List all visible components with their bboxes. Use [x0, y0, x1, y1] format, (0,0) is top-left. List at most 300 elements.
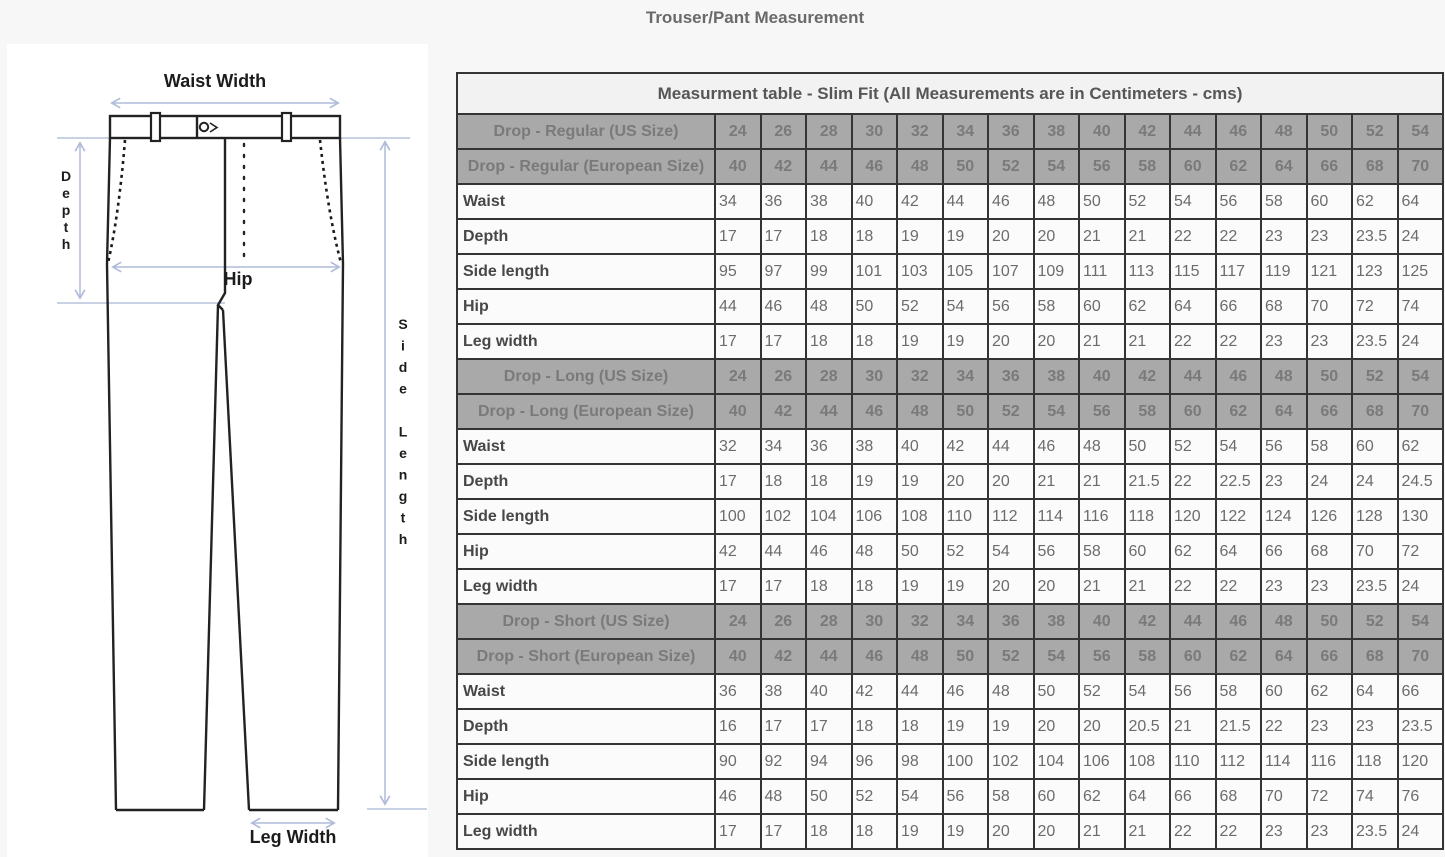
measurement-value-cell: 17	[761, 569, 807, 604]
measurement-value-cell: 56	[1034, 534, 1080, 569]
measurement-value-cell: 60	[1261, 674, 1307, 709]
size-cell: 26	[761, 359, 807, 394]
size-cell: 66	[1307, 639, 1353, 674]
measurement-value-cell: 23	[1352, 709, 1398, 744]
measurement-value-cell: 68	[1261, 289, 1307, 324]
measurement-value-cell: 36	[715, 674, 761, 709]
measurement-value-cell: 99	[806, 254, 852, 289]
size-cell: 58	[1125, 149, 1171, 184]
measurement-value-cell: 21	[1034, 464, 1080, 499]
measurement-value-cell: 20	[988, 814, 1034, 849]
size-cell: 36	[988, 114, 1034, 149]
measurement-value-cell: 21	[1079, 219, 1125, 254]
measurement-value-cell: 24	[1307, 464, 1353, 499]
size-cell: 44	[806, 394, 852, 429]
measurement-value-cell: 66	[1170, 779, 1216, 814]
size-cell: 70	[1398, 149, 1444, 184]
size-cell: 46	[852, 394, 898, 429]
measurement-row	[457, 324, 1443, 359]
measurement-value-cell: 50	[806, 779, 852, 814]
measurement-value-cell: 24	[1352, 464, 1398, 499]
size-cell: 24	[715, 604, 761, 639]
measurement-value-cell: 17	[761, 219, 807, 254]
measurement-value-cell: 23	[1261, 569, 1307, 604]
measurement-value-cell: 32	[715, 429, 761, 464]
measurement-value-cell: 54	[897, 779, 943, 814]
measurement-value-cell: 17	[761, 814, 807, 849]
measurement-value-cell: 20	[988, 219, 1034, 254]
measurement-value-cell: 24	[1398, 324, 1444, 359]
measurement-value-cell: 21.5	[1125, 464, 1171, 499]
size-cell: 34	[943, 359, 989, 394]
size-cell: 42	[1125, 359, 1171, 394]
size-cell: 56	[1079, 149, 1125, 184]
measurement-value-cell: 125	[1398, 254, 1444, 289]
measurement-value-cell: 19	[943, 219, 989, 254]
measurement-value-cell: 21	[1079, 569, 1125, 604]
measurement-value-cell: 23	[1307, 814, 1353, 849]
measurement-value-cell: 52	[897, 289, 943, 324]
measurement-value-cell: 119	[1261, 254, 1307, 289]
size-cell: 40	[1079, 359, 1125, 394]
measurement-value-cell: 58	[1079, 534, 1125, 569]
measurement-value-cell: 54	[1170, 184, 1216, 219]
measurement-row	[457, 464, 1443, 499]
size-cell: 52	[1352, 359, 1398, 394]
size-cell: 52	[988, 394, 1034, 429]
measurement-value-cell: 40	[806, 674, 852, 709]
measurement-value-cell: 52	[852, 779, 898, 814]
measurement-value-cell: 110	[943, 499, 989, 534]
measurement-value-cell: 22	[1170, 569, 1216, 604]
size-cell: 42	[1125, 604, 1171, 639]
measurement-value-cell: 23	[1307, 324, 1353, 359]
measurement-value-cell: 58	[1034, 289, 1080, 324]
size-cell: 54	[1034, 394, 1080, 429]
size-header-label: Drop - Regular (US Size)	[457, 114, 715, 149]
measurement-value-cell: 62	[1398, 429, 1444, 464]
measurement-value-cell: 48	[1079, 429, 1125, 464]
measurement-value-cell: 23.5	[1352, 324, 1398, 359]
measurement-value-cell: 124	[1261, 499, 1307, 534]
measurement-value-cell: 70	[1307, 289, 1353, 324]
measurement-value-cell: 110	[1170, 744, 1216, 779]
measurement-row	[457, 429, 1443, 464]
size-cell: 28	[806, 114, 852, 149]
trouser-outline	[107, 116, 343, 810]
size-cell: 64	[1261, 149, 1307, 184]
measurement-value-cell: 20	[1034, 814, 1080, 849]
measurement-label: Hip	[457, 779, 715, 814]
measurement-value-cell: 44	[715, 289, 761, 324]
diagram-label-leg-width: Leg Width	[249, 827, 337, 847]
measurement-value-cell: 103	[897, 254, 943, 289]
measurement-label: Depth	[457, 219, 715, 254]
measurement-value-cell: 18	[806, 324, 852, 359]
diagram-label-depth: Depth	[58, 168, 74, 253]
size-cell: 62	[1216, 149, 1262, 184]
measurement-label: Side length	[457, 499, 715, 534]
measurement-value-cell: 19	[897, 219, 943, 254]
measurement-value-cell: 114	[1034, 499, 1080, 534]
measurement-value-cell: 117	[1216, 254, 1262, 289]
size-cell: 42	[1125, 114, 1171, 149]
size-cell: 28	[806, 359, 852, 394]
size-cell: 30	[852, 604, 898, 639]
size-cell: 32	[897, 114, 943, 149]
measurement-value-cell: 19	[943, 569, 989, 604]
size-cell: 44	[1170, 604, 1216, 639]
measurement-value-cell: 101	[852, 254, 898, 289]
size-cell: 64	[1261, 639, 1307, 674]
measurement-value-cell: 20	[1034, 569, 1080, 604]
size-cell: 52	[988, 639, 1034, 674]
measurement-value-cell: 90	[715, 744, 761, 779]
size-cell: 50	[943, 639, 989, 674]
size-header-row-us	[457, 359, 1443, 394]
measurement-value-cell: 112	[1216, 744, 1262, 779]
measurement-value-cell: 50	[897, 534, 943, 569]
measurement-value-cell: 22	[1216, 324, 1262, 359]
size-cell: 52	[1352, 114, 1398, 149]
measurement-row	[457, 254, 1443, 289]
measurement-value-cell: 130	[1398, 499, 1444, 534]
measurement-value-cell: 22	[1216, 219, 1262, 254]
measurement-value-cell: 60	[1034, 779, 1080, 814]
measurement-value-cell: 66	[1216, 289, 1262, 324]
measurement-value-cell: 58	[1261, 184, 1307, 219]
size-cell: 26	[761, 114, 807, 149]
measurement-value-cell: 120	[1170, 499, 1216, 534]
size-cell: 46	[1216, 604, 1262, 639]
size-cell: 62	[1216, 394, 1262, 429]
size-cell: 60	[1170, 149, 1216, 184]
measurement-row	[457, 744, 1443, 779]
measurement-value-cell: 23.5	[1352, 219, 1398, 254]
measurement-row	[457, 499, 1443, 534]
measurement-value-cell: 44	[761, 534, 807, 569]
size-cell: 54	[1398, 604, 1444, 639]
measurement-value-cell: 21	[1125, 219, 1171, 254]
size-header-row-us	[457, 114, 1443, 149]
measurement-value-cell: 18	[806, 814, 852, 849]
measurement-value-cell: 54	[1125, 674, 1171, 709]
size-cell: 48	[897, 639, 943, 674]
waist-button	[200, 123, 217, 132]
measurement-value-cell: 22	[1170, 324, 1216, 359]
measurement-value-cell: 60	[1079, 289, 1125, 324]
measurement-value-cell: 18	[806, 219, 852, 254]
measurement-label: Hip	[457, 289, 715, 324]
measurement-value-cell: 20	[988, 569, 1034, 604]
measurement-row	[457, 184, 1443, 219]
measurement-value-cell: 121	[1307, 254, 1353, 289]
size-cell: 42	[761, 394, 807, 429]
size-cell: 58	[1125, 394, 1171, 429]
measurement-value-cell: 46	[715, 779, 761, 814]
measurement-value-cell: 20	[988, 464, 1034, 499]
measurement-value-cell: 56	[1170, 674, 1216, 709]
measurement-value-cell: 17	[715, 569, 761, 604]
measurement-value-cell: 96	[852, 744, 898, 779]
size-cell: 34	[943, 604, 989, 639]
size-cell: 68	[1352, 639, 1398, 674]
diagram-label-hip: Hip	[223, 269, 253, 289]
measurement-value-cell: 105	[943, 254, 989, 289]
size-header-row-us	[457, 604, 1443, 639]
measurement-value-cell: 20	[1079, 709, 1125, 744]
measurement-value-cell: 50	[1079, 184, 1125, 219]
measurement-value-cell: 94	[806, 744, 852, 779]
measurement-label: Depth	[457, 464, 715, 499]
measurement-value-cell: 116	[1079, 499, 1125, 534]
measurement-value-cell: 107	[988, 254, 1034, 289]
measurement-value-cell: 62	[1079, 779, 1125, 814]
size-cell: 24	[715, 114, 761, 149]
measurement-value-cell: 19	[943, 814, 989, 849]
measurement-value-cell: 111	[1079, 254, 1125, 289]
measurement-value-cell: 20	[1034, 324, 1080, 359]
measurement-value-cell: 70	[1352, 534, 1398, 569]
measurement-value-cell: 23	[1307, 219, 1353, 254]
size-cell: 60	[1170, 394, 1216, 429]
size-cell: 56	[1079, 639, 1125, 674]
measurement-label: Side length	[457, 744, 715, 779]
size-cell: 40	[715, 394, 761, 429]
size-cell: 64	[1261, 394, 1307, 429]
measurement-value-cell: 50	[1125, 429, 1171, 464]
measurement-value-cell: 118	[1352, 744, 1398, 779]
measurement-row	[457, 814, 1443, 849]
measurement-row	[457, 219, 1443, 254]
measurement-label: Waist	[457, 429, 715, 464]
measurement-value-cell: 42	[852, 674, 898, 709]
measurement-value-cell: 62	[1170, 534, 1216, 569]
measurement-value-cell: 23	[1261, 219, 1307, 254]
measurement-value-cell: 58	[1307, 429, 1353, 464]
measurement-value-cell: 104	[1034, 744, 1080, 779]
size-cell: 38	[1034, 359, 1080, 394]
measurement-value-cell: 64	[1352, 674, 1398, 709]
measurement-value-cell: 44	[897, 674, 943, 709]
measurement-value-cell: 20.5	[1125, 709, 1171, 744]
measurement-value-cell: 22	[1216, 814, 1262, 849]
measurement-value-cell: 17	[715, 324, 761, 359]
size-cell: 38	[1034, 604, 1080, 639]
diagram-label-side-length: Side Length	[395, 316, 411, 553]
measurement-value-cell: 98	[897, 744, 943, 779]
size-cell: 36	[988, 359, 1034, 394]
size-cell: 48	[897, 149, 943, 184]
measurement-row	[457, 709, 1443, 744]
measurement-value-cell: 52	[1125, 184, 1171, 219]
measurement-value-cell: 44	[988, 429, 1034, 464]
measurement-value-cell: 23.5	[1352, 569, 1398, 604]
measurement-value-cell: 38	[852, 429, 898, 464]
measurement-value-cell: 58	[1216, 674, 1262, 709]
size-header-label: Drop - Regular (European Size)	[457, 149, 715, 184]
measurement-value-cell: 56	[988, 289, 1034, 324]
measurement-value-cell: 21	[1079, 814, 1125, 849]
measurement-value-cell: 64	[1398, 184, 1444, 219]
measurement-value-cell: 38	[806, 184, 852, 219]
measurement-value-cell: 76	[1398, 779, 1444, 814]
measurement-value-cell: 106	[1079, 744, 1125, 779]
table-title-row	[457, 73, 1443, 114]
size-header-row-eu	[457, 639, 1443, 674]
measurement-row	[457, 569, 1443, 604]
trouser-diagram	[7, 44, 428, 857]
size-header-label: Drop - Short (US Size)	[457, 604, 715, 639]
measurement-value-cell: 56	[943, 779, 989, 814]
measurement-value-cell: 21	[1125, 814, 1171, 849]
measurement-value-cell: 104	[806, 499, 852, 534]
measurement-value-cell: 46	[806, 534, 852, 569]
size-cell: 52	[988, 149, 1034, 184]
table-title: Measurment table - Slim Fit (All Measurements are in Centimeters - cms)	[457, 73, 1443, 114]
measurement-value-cell: 50	[852, 289, 898, 324]
size-cell: 44	[806, 149, 852, 184]
measurement-value-cell: 74	[1352, 779, 1398, 814]
size-cell: 32	[897, 359, 943, 394]
measurement-value-cell: 19	[943, 709, 989, 744]
measurement-value-cell: 46	[1034, 429, 1080, 464]
size-cell: 28	[806, 604, 852, 639]
measurement-value-cell: 64	[1216, 534, 1262, 569]
size-cell: 40	[1079, 604, 1125, 639]
measurement-value-cell: 22	[1261, 709, 1307, 744]
size-cell: 46	[852, 149, 898, 184]
measurement-value-cell: 21	[1170, 709, 1216, 744]
measurement-value-cell: 19	[943, 324, 989, 359]
size-cell: 24	[715, 359, 761, 394]
measurement-value-cell: 23	[1261, 814, 1307, 849]
measurement-value-cell: 22.5	[1216, 464, 1262, 499]
size-cell: 34	[943, 114, 989, 149]
measurement-value-cell: 17	[761, 324, 807, 359]
measurement-value-cell: 115	[1170, 254, 1216, 289]
measurement-value-cell: 20	[1034, 219, 1080, 254]
size-cell: 50	[943, 394, 989, 429]
measurement-value-cell: 18	[761, 464, 807, 499]
measurement-value-cell: 100	[943, 744, 989, 779]
measurement-value-cell: 18	[852, 814, 898, 849]
measurement-value-cell: 18	[806, 464, 852, 499]
measurement-value-cell: 17	[715, 814, 761, 849]
size-cell: 40	[1079, 114, 1125, 149]
size-cell: 48	[897, 394, 943, 429]
measurement-value-cell: 24	[1398, 569, 1444, 604]
diagram-label-waist-width: Waist Width	[163, 71, 267, 91]
measurement-value-cell: 48	[988, 674, 1034, 709]
measurement-value-cell: 122	[1216, 499, 1262, 534]
measurement-value-cell: 40	[852, 184, 898, 219]
measurement-value-cell: 46	[988, 184, 1034, 219]
size-cell: 68	[1352, 149, 1398, 184]
measurement-value-cell: 18	[806, 569, 852, 604]
size-cell: 56	[1079, 394, 1125, 429]
measurement-value-cell: 62	[1125, 289, 1171, 324]
measurement-value-cell: 60	[1352, 429, 1398, 464]
measurement-value-cell: 95	[715, 254, 761, 289]
measurement-value-cell: 21	[1125, 324, 1171, 359]
size-cell: 32	[897, 604, 943, 639]
measurement-value-cell: 20	[988, 324, 1034, 359]
size-cell: 62	[1216, 639, 1262, 674]
measurement-value-cell: 18	[897, 709, 943, 744]
size-cell: 60	[1170, 639, 1216, 674]
page-title: Trouser/Pant Measurement	[645, 8, 865, 27]
measurement-value-cell: 102	[988, 744, 1034, 779]
measurement-row	[457, 289, 1443, 324]
measurement-value-cell: 68	[1216, 779, 1262, 814]
trouser-drawing	[7, 44, 428, 857]
measurement-value-cell: 18	[852, 569, 898, 604]
size-header-label: Drop - Short (European Size)	[457, 639, 715, 674]
measurement-value-cell: 72	[1352, 289, 1398, 324]
measurement-value-cell: 36	[761, 184, 807, 219]
measurement-value-cell: 72	[1307, 779, 1353, 814]
measurement-value-cell: 46	[761, 289, 807, 324]
measurement-value-cell: 109	[1034, 254, 1080, 289]
measurement-value-cell: 116	[1307, 744, 1353, 779]
measurement-value-cell: 48	[1034, 184, 1080, 219]
measurement-value-cell: 19	[897, 464, 943, 499]
size-cell: 70	[1398, 639, 1444, 674]
measurement-value-cell: 52	[1079, 674, 1125, 709]
size-cell: 48	[1261, 114, 1307, 149]
measurement-value-cell: 23	[1307, 569, 1353, 604]
measurement-value-cell: 18	[852, 324, 898, 359]
measurement-value-cell: 24	[1398, 814, 1444, 849]
measurement-value-cell: 21	[1125, 569, 1171, 604]
size-header-row-eu	[457, 149, 1443, 184]
size-cell: 36	[988, 604, 1034, 639]
size-cell: 50	[943, 149, 989, 184]
size-cell: 38	[1034, 114, 1080, 149]
measurement-label: Waist	[457, 674, 715, 709]
measurement-value-cell: 18	[852, 709, 898, 744]
size-cell: 40	[715, 149, 761, 184]
measurement-value-cell: 64	[1125, 779, 1171, 814]
measurement-value-cell: 23	[1261, 324, 1307, 359]
measurement-value-cell: 18	[852, 219, 898, 254]
measurement-value-cell: 22	[1170, 814, 1216, 849]
measurement-value-cell: 48	[806, 289, 852, 324]
measurement-row	[457, 779, 1443, 814]
measurement-value-cell: 19	[852, 464, 898, 499]
size-cell: 54	[1034, 639, 1080, 674]
measurement-value-cell: 20	[1034, 709, 1080, 744]
measurement-value-cell: 17	[806, 709, 852, 744]
measurement-value-cell: 24	[1398, 219, 1444, 254]
measurement-value-cell: 106	[852, 499, 898, 534]
measurement-value-cell: 22	[1216, 569, 1262, 604]
measurement-value-cell: 48	[852, 534, 898, 569]
measurement-value-cell: 34	[761, 429, 807, 464]
size-cell: 46	[1216, 359, 1262, 394]
measurement-value-cell: 72	[1398, 534, 1444, 569]
size-cell: 42	[761, 639, 807, 674]
size-cell: 54	[1034, 149, 1080, 184]
measurement-value-cell: 92	[761, 744, 807, 779]
size-cell: 50	[1307, 604, 1353, 639]
measurement-value-cell: 23	[1307, 709, 1353, 744]
measurement-value-cell: 21	[1079, 324, 1125, 359]
measurement-value-cell: 74	[1398, 289, 1444, 324]
measurement-value-cell: 23.5	[1352, 814, 1398, 849]
size-header-row-eu	[457, 394, 1443, 429]
